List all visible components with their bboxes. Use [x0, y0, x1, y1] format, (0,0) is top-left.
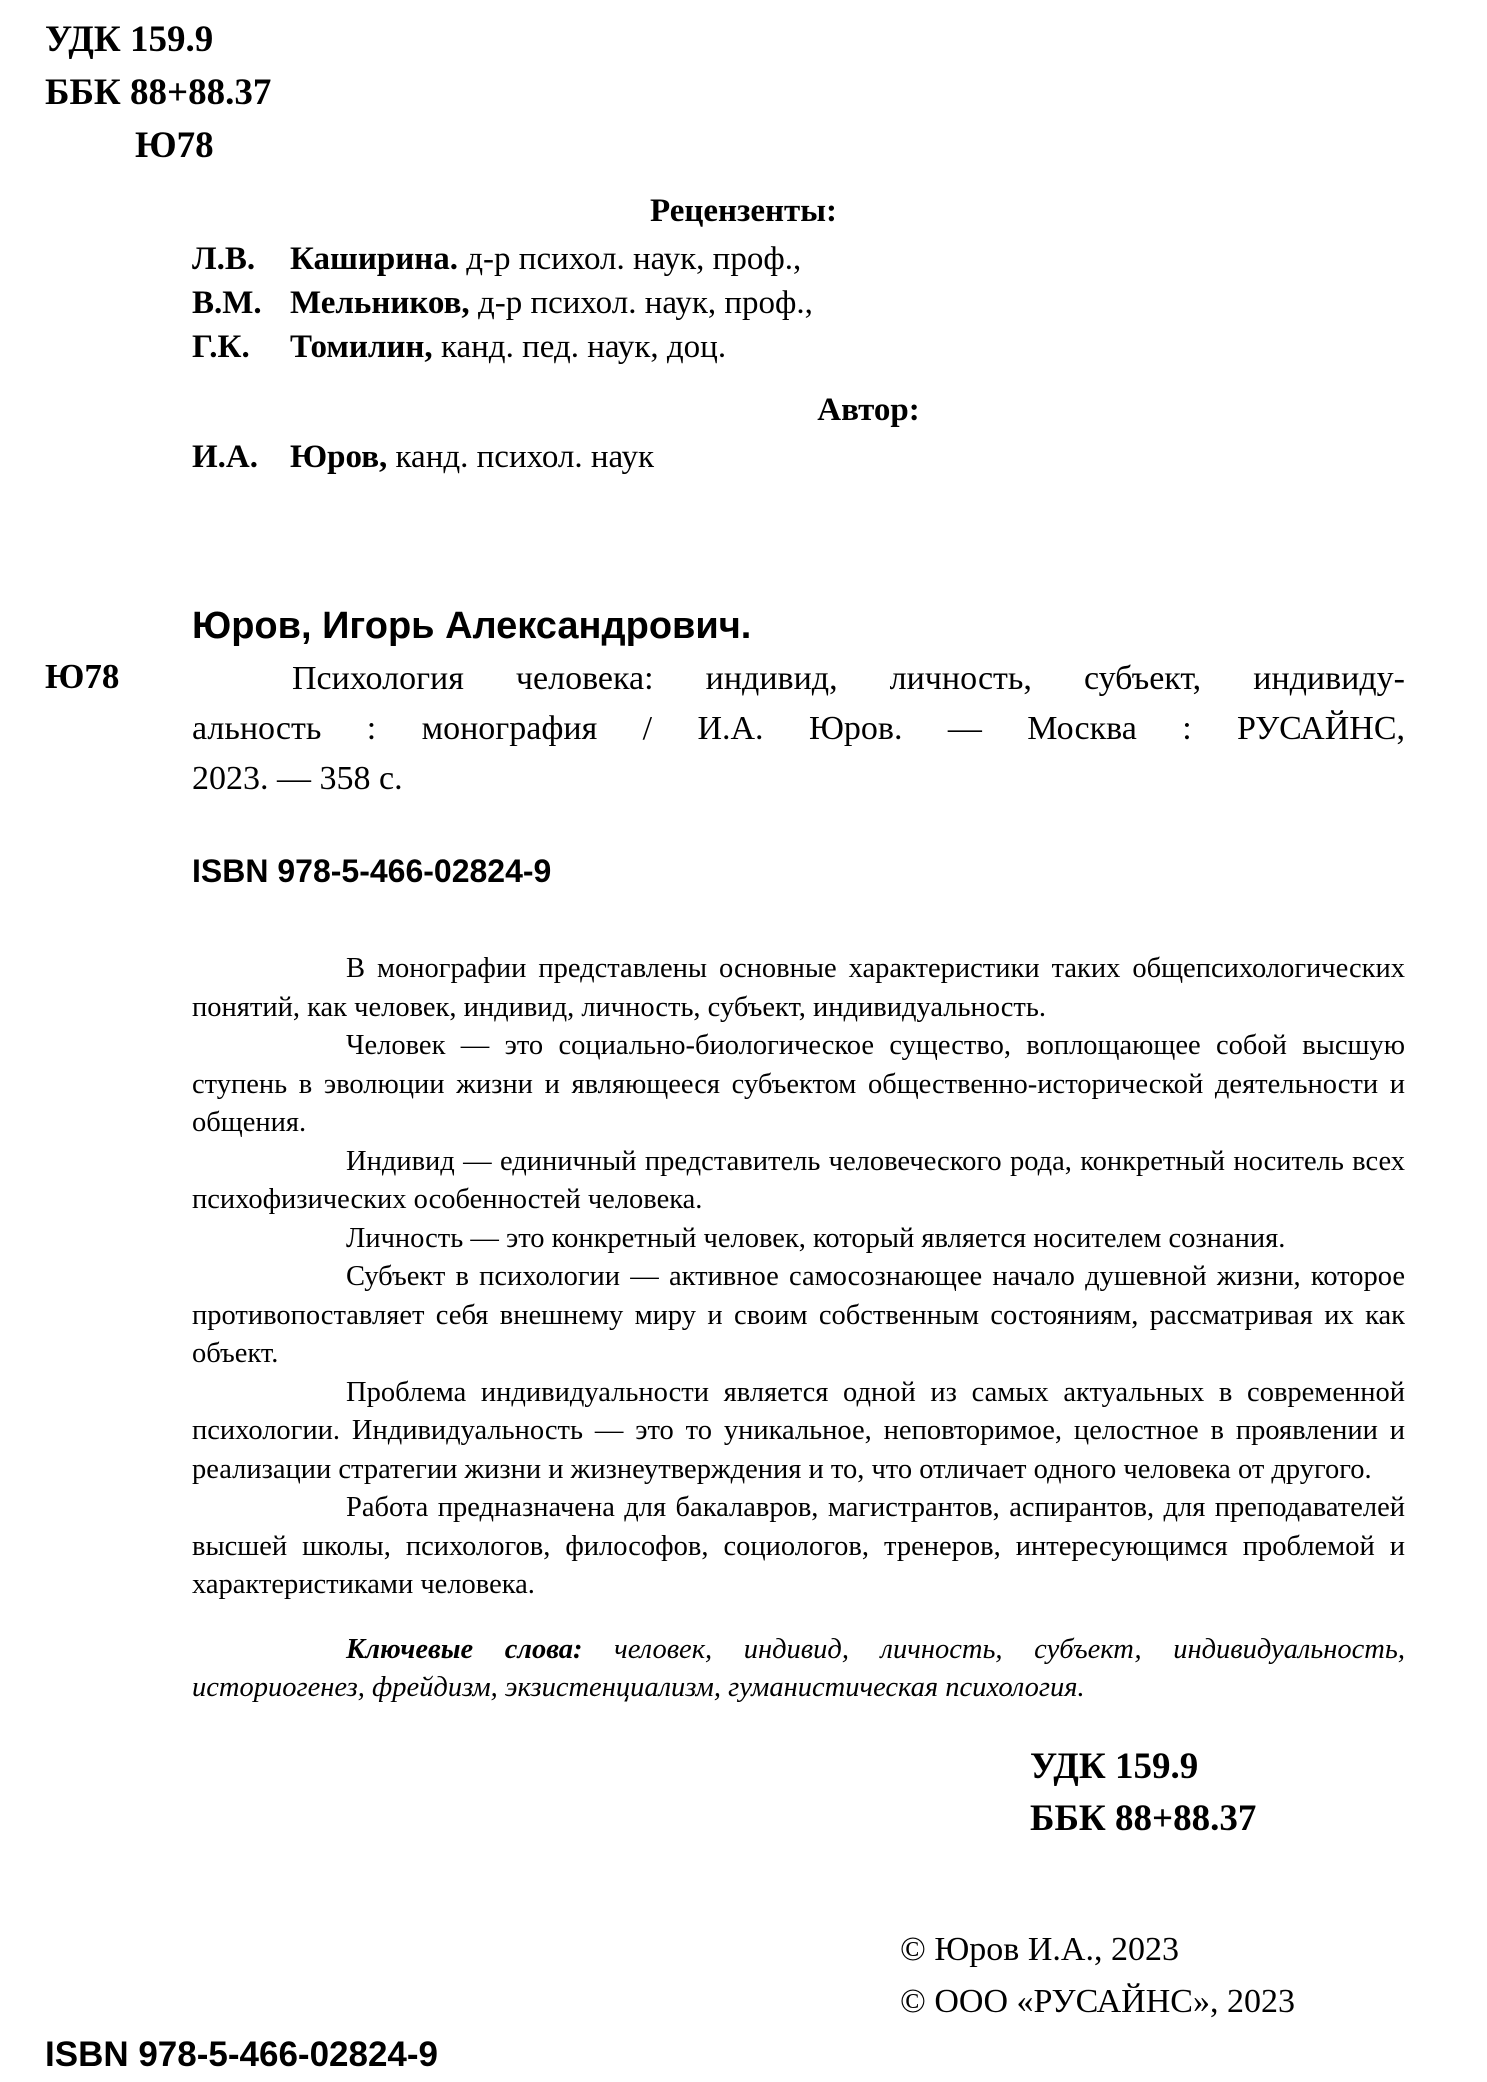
abstract-paragraph: Индивид — единичный представитель человеческого рода, конкретный носитель всех психофизических особенностей человека. [192, 1145, 1405, 1215]
copyright-publisher: © ООО «РУСАЙНС», 2023 [900, 1983, 1295, 2020]
bibliographic-line-2: альность : монография / И.А. Юров. — Москва : РУСАЙНС, [192, 710, 1405, 747]
keywords-paragraph [192, 1631, 1405, 1708]
reviewer-surname: Мельников, [290, 285, 470, 321]
bibliographic-line-1-text: Психология человека: индивид, личность, субъект, индивиду- [292, 660, 1405, 697]
reviewer-surname: Томилин, [290, 329, 433, 365]
author-sign-code: Ю78 [135, 125, 214, 166]
keywords-text: человек, индивид, личность, субъект, индивидуальность, историогенез, фрейдизм, экзистенциализм, гуманистическая психология. [192, 1633, 1405, 1703]
reviewer-surname: Каширина. [290, 241, 458, 277]
author-credentials: канд. психол. наук [387, 439, 655, 475]
copyright-author: © Юров И.А., 2023 [900, 1931, 1179, 1968]
keywords-label: Ключевые слова: [346, 1633, 583, 1665]
reviewer-row [192, 327, 726, 367]
bibliographic-line-1 [192, 657, 1405, 701]
reviewer-initials: Л.В. [192, 241, 256, 277]
reviewer-row [192, 283, 813, 323]
reviewer-row [192, 239, 801, 279]
abstract-paragraph: Работа предназначена для бакалавров, магистрантов, аспирантов, для преподавателей высшей школы, психологов, философов, социологов, тренеров, интересующимся проблемой и характеристиками человека. [192, 1492, 1405, 1600]
udk-code-bottom: УДК 159.9 [1030, 1746, 1199, 1787]
author-heading [0, 392, 1487, 429]
abstract [192, 950, 1405, 1708]
bbk-code: ББК 88+88.37 [45, 72, 272, 113]
author-row [192, 437, 654, 477]
reviewer-credentials: д-р психол. наук, проф., [458, 241, 802, 277]
udk-code: УДК 159.9 [45, 19, 214, 60]
isbn-bottom: ISBN 978-5-466-02824-9 [45, 2035, 439, 2074]
bibliographic-side-code: Ю78 [45, 657, 120, 696]
abstract-paragraph: В монографии представлены основные характеристики таких общепсихологических понятий, как человек, индивид, личность, субъект, индивидуальность. [192, 953, 1405, 1023]
bibliographic-author: Юров, Игорь Александрович. [192, 605, 752, 647]
isbn-top: ISBN 978-5-466-02824-9 [192, 853, 552, 889]
abstract-paragraph: Человек — это социально-биологическое существо, воплощающее собой высшую ступень в эволюции жизни и являющееся субъектом общественно-исторической деятельности и общения. [192, 1030, 1405, 1138]
reviewer-initials: В.М. [192, 285, 262, 321]
abstract-paragraph: Проблема индивидуальности является одной из самых актуальных в современной психологии. Индивидуальность — это то уникальное, неповторимое, целостное в проявлении и реализации стратегии жизни и жизнеутверждения и то, что отличает одного человека от другого. [192, 1376, 1405, 1485]
abstract-paragraph: Личность — это конкретный человек, который является носителем сознания. [346, 1222, 1286, 1254]
bibliographic-line-3: 2023. — 358 с. [192, 760, 403, 797]
bbk-code-bottom: ББК 88+88.37 [1030, 1798, 1257, 1839]
author-surname: Юров, [290, 439, 388, 475]
abstract-paragraph: Субъект в психологии — активное самосознающее начало душевной жизни, которое противопоставляет себя внешнему миру и своим собственным состояниям, рассматривая их как объект. [192, 1261, 1405, 1369]
reviewers-heading: Рецензенты: [650, 193, 837, 229]
reviewer-credentials: канд. пед. наук, доц. [432, 329, 727, 365]
author-heading-text: Автор: [817, 392, 920, 428]
reviewer-initials: Г.К. [192, 329, 250, 365]
reviewer-credentials: д-р психол. наук, проф., [469, 285, 813, 321]
author-initials: И.А. [192, 439, 258, 475]
